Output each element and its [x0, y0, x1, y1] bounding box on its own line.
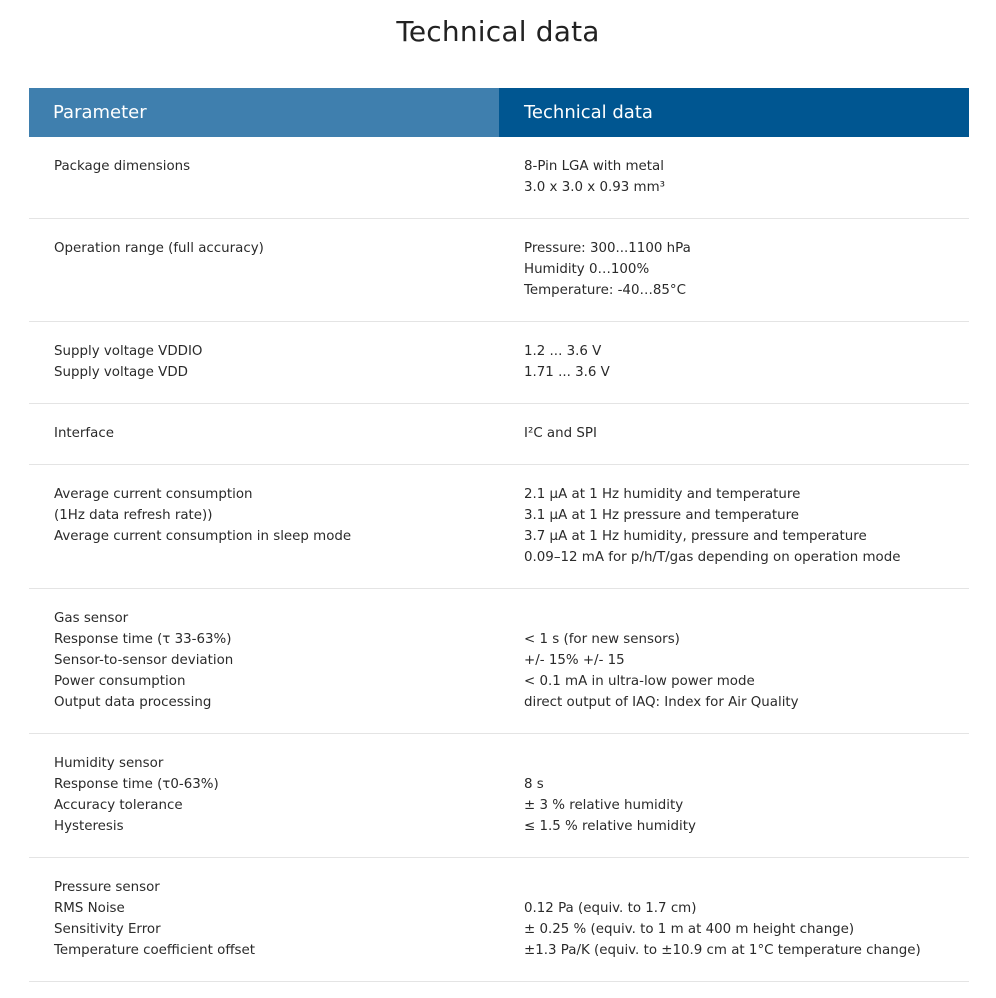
parameter-line: Gas sensor — [54, 611, 129, 626]
parameter-cell — [29, 877, 499, 961]
parameter-line: RMS Noise — [54, 901, 125, 916]
parameter-line: Humidity sensor — [54, 756, 164, 771]
table-row — [29, 589, 969, 734]
parameter-line: Output data processing — [54, 695, 212, 710]
page-title: Technical data — [396, 15, 600, 48]
parameter-line: Sensitivity Error — [54, 922, 161, 937]
value-line: ± 3 % relative humidity — [524, 798, 684, 813]
header-parameter: Parameter — [29, 88, 499, 137]
parameter-line: Accuracy tolerance — [54, 798, 183, 813]
parameter-line: Hysteresis — [54, 819, 124, 834]
value-line: < 1 s (for new sensors) — [524, 632, 680, 647]
value-cell — [499, 484, 969, 568]
parameter-line: (1Hz data refresh rate)) — [54, 508, 213, 523]
value-line: 0.09–12 mA for p/h/T/gas depending on operation mode — [524, 550, 901, 565]
parameter-cell — [29, 484, 499, 568]
parameter-cell — [29, 156, 499, 198]
value-cell — [499, 423, 969, 444]
parameter-cell — [29, 753, 499, 837]
value-line: 3.7 µA at 1 Hz humidity, pressure and temperature — [524, 529, 867, 544]
parameter-cell — [29, 341, 499, 383]
value-cell — [499, 156, 969, 198]
table-header — [29, 88, 969, 137]
parameter-line: Interface — [54, 426, 114, 441]
value-line: < 0.1 mA in ultra-low power mode — [524, 674, 755, 689]
value-line: Pressure: 300...1100 hPa — [524, 241, 691, 256]
value-line: 8 s — [524, 777, 544, 792]
table-row — [29, 404, 969, 465]
value-cell — [499, 608, 969, 713]
parameter-line: Sensor-to-sensor deviation — [54, 653, 234, 668]
value-line: 2.1 µA at 1 Hz humidity and temperature — [524, 487, 801, 502]
value-cell — [499, 877, 969, 961]
value-line: I²C and SPI — [524, 426, 597, 441]
parameter-line: Power consumption — [54, 674, 186, 689]
value-line: 3.0 x 3.0 x 0.93 mm³ — [524, 180, 665, 195]
table-row — [29, 322, 969, 404]
value-line: +/- 15% +/- 15 — [524, 653, 625, 668]
value-line: Humidity 0…100% — [524, 262, 650, 277]
value-line: 1.2 ... 3.6 V — [524, 344, 602, 359]
value-line: 3.1 µA at 1 Hz pressure and temperature — [524, 508, 800, 523]
technical-data-table — [29, 88, 969, 982]
parameter-line: Pressure sensor — [54, 880, 160, 895]
value-line: ± 0.25 % (equiv. to 1 m at 400 m height change) — [524, 922, 855, 937]
parameter-line: Response time (τ 33-63%) — [54, 632, 232, 647]
parameter-cell — [29, 238, 499, 301]
parameter-line: Response time (τ0-63%) — [54, 777, 219, 792]
value-line: 0.12 Pa (equiv. to 1.7 cm) — [524, 901, 697, 916]
parameter-line: Package dimensions — [54, 159, 191, 174]
value-line: Temperature: -40…85°C — [524, 283, 686, 298]
value-line: 8-Pin LGA with metal — [524, 159, 664, 174]
parameter-line: Average current consumption — [54, 487, 253, 502]
table-row — [29, 734, 969, 858]
parameter-line: Supply voltage VDD — [54, 365, 188, 380]
table-body — [29, 137, 969, 982]
value-line: direct output of IAQ: Index for Air Quality — [524, 695, 799, 710]
value-cell — [499, 341, 969, 383]
value-cell — [499, 238, 969, 301]
table-row — [29, 219, 969, 322]
header-technical-data: Technical data — [499, 88, 969, 137]
parameter-line: Operation range (full accuracy) — [54, 241, 264, 256]
value-cell — [499, 753, 969, 837]
value-line — [524, 608, 969, 629]
parameter-line: Average current consumption in sleep mode — [54, 529, 352, 544]
value-line: ±1.3 Pa/K (equiv. to ±10.9 cm at 1°C temperature change) — [524, 943, 921, 958]
table-row — [29, 465, 969, 589]
parameter-cell — [29, 608, 499, 713]
value-line: 1.71 ... 3.6 V — [524, 365, 610, 380]
parameter-line: Temperature coefficient offset — [54, 943, 256, 958]
parameter-line: Supply voltage VDDIO — [54, 344, 203, 359]
value-line — [524, 877, 969, 898]
value-line: ≤ 1.5 % relative humidity — [524, 819, 696, 834]
value-line — [524, 753, 969, 774]
table-row — [29, 137, 969, 219]
table-row — [29, 858, 969, 982]
parameter-cell — [29, 423, 499, 444]
